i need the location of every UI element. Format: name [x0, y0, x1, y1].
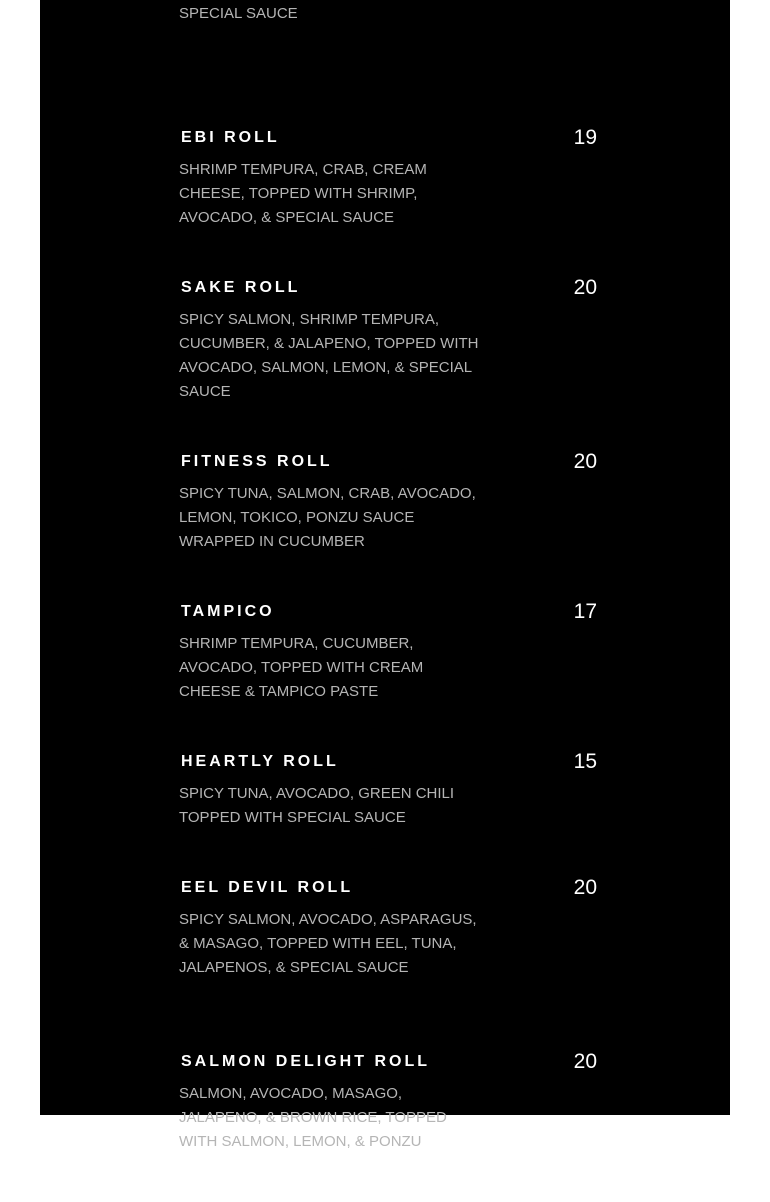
item-name: HEARTLY ROLL — [181, 753, 339, 770]
menu-item-salmon-delight-roll — [179, 1052, 599, 1202]
menu-item-partial — [179, 0, 599, 128]
item-name: SALMON DELIGHT ROLL — [181, 1053, 430, 1070]
item-price: 20 — [573, 450, 597, 473]
item-price: 19 — [573, 126, 597, 149]
item-name: EBI ROLL — [181, 129, 280, 146]
item-price: 15 — [573, 750, 597, 773]
item-price: 20 — [573, 276, 597, 299]
item-description: SHRIMP TEMPURA, CUCUMBER, AVOCADO, TOPPED WITH CREAM CHEESE & TAMPICO PASTE — [179, 635, 424, 700]
menu-item-tampico — [179, 602, 599, 752]
menu-item-sake-roll — [179, 278, 599, 452]
item-name: FITNESS ROLL — [181, 453, 333, 470]
item-price: 20 — [573, 876, 597, 899]
item-description: SPICY SALMON, SHRIMP TEMPURA, CUCUMBER, & JALAPENO, TOPPED WITH AVOCADO, SALMON, LEMON, & SPECIAL SAUCE — [179, 311, 479, 400]
item-description: SHRIMP TEMPURA, CRAB, CREAM CHEESE, TOPPED WITH SHRIMP, AVOCADO, & SPECIAL SAUCE — [179, 161, 427, 226]
item-description: SPICY SALMON, AVOCADO, ASPARAGUS, & MASAGO, TOPPED WITH EEL, TUNA, JALAPENOS, & SPECIAL SAUCE — [179, 911, 477, 976]
item-name: EEL DEVIL ROLL — [181, 879, 354, 896]
item-description: SPICY TUNA, AVOCADO, GREEN CHILI TOPPED WITH SPECIAL SAUCE — [179, 785, 455, 826]
item-description: SPICY TUNA, SALMON, CRAB, AVOCADO, LEMON, TOKICO, PONZU SAUCE WRAPPED IN CUCUMBER — [179, 485, 476, 550]
item-description: SPECIAL SAUCE — [179, 5, 298, 22]
item-name: SAKE ROLL — [181, 279, 301, 296]
menu-panel — [40, 0, 730, 1150]
item-description: SALMON, AVOCADO, MASAGO, JALAPENO, & BROWN RICE, TOPPED WITH SALMON, LEMON, & PONZU — [179, 1085, 447, 1150]
menu-item-fitness-roll — [179, 452, 599, 602]
item-price: 17 — [573, 600, 597, 623]
menu-list — [179, 0, 599, 1202]
menu-item-ebi-roll — [179, 128, 599, 278]
menu-item-eel-devil-roll — [179, 878, 599, 1052]
item-price: 20 — [573, 1050, 597, 1073]
item-name: TAMPICO — [181, 603, 275, 620]
menu-item-heartly-roll — [179, 752, 599, 878]
